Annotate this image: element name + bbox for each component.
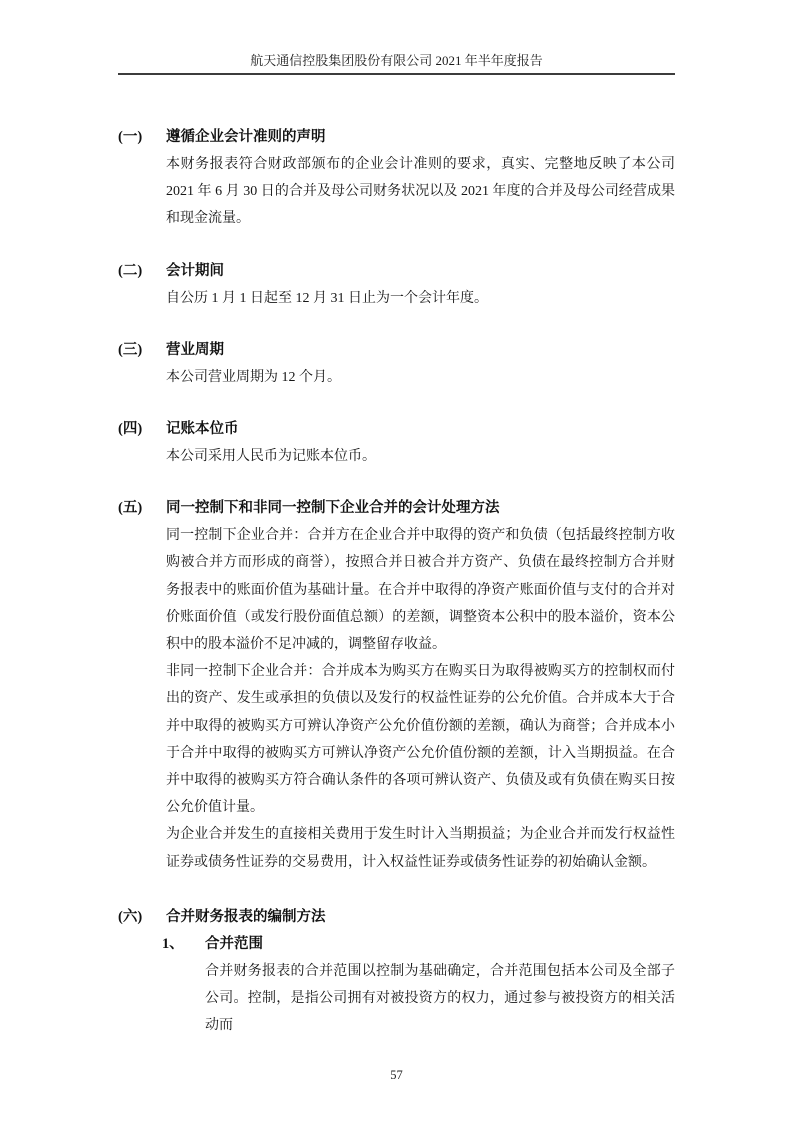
section-paragraph: 本公司营业周期为 12 个月。 [166, 369, 341, 385]
section-functional-currency [118, 416, 675, 470]
section-heading [118, 416, 675, 443]
section-accounting-period [118, 258, 675, 312]
section-title: 会计期间 [166, 262, 224, 279]
report-header-title: 航天通信控股集团股份有限公司 2021 年半年度报告 [250, 53, 543, 68]
section-title: 合并财务报表的编制方法 [166, 908, 326, 925]
section-label: (一) [118, 129, 143, 145]
page-content [0, 124, 793, 1039]
section-title: 营业周期 [166, 341, 224, 358]
subsection-heading-consolidation-scope [162, 931, 675, 958]
section-consolidated-statements-method [118, 904, 675, 1040]
section-paragraph: 为企业合并发生的直接相关费用于发生时计入当期损益；为企业合并而发行权益性证券或债务性证券的交易费用，计入权益性证券或债务性证券的初始确认金额。 [166, 827, 675, 870]
header-rule [118, 73, 675, 75]
section-accounting-standards-statement [118, 124, 675, 233]
section-heading [118, 904, 675, 931]
subsection-paragraph: 合并财务报表的合并范围以控制为基础确定，合并范围包括本公司及全部子公司。控制，是指公司拥有对被投资方的权力，通过参与被投资方的相关活动而 [205, 963, 675, 1034]
section-operating-cycle [118, 337, 675, 391]
section-paragraph: 本财务报表符合财政部颁布的企业会计准则的要求，真实、完整地反映了本公司 2021 年 6 月 30 日的合并及母公司财务状况以及 2021 年度的合并及母公司经营成果和现金流量。 [166, 157, 675, 227]
section-paragraph: 非同一控制下企业合并：合并成本为购买方在购买日为取得被购买方的控制权而付出的资产、发生或承担的负债以及发行的权益性证券的公允价值。合并成本大于合并中取得的被购买方可辨认净资产公允价值份额的差额，确认为商誉；合并成本小于合并中取得的被购买方可辨认净资产公允价值份额的差额，计入当期损益。在合并中取得的被购买方符合确认条件的各项可辨认资产、负债及或有负债在购买日按公允价值计量。 [166, 664, 675, 816]
section-heading [118, 495, 675, 522]
section-title: 记账本位币 [166, 421, 239, 438]
section-label: (二) [118, 262, 143, 279]
section-title: 遵循企业会计准则的声明 [166, 129, 326, 145]
section-paragraph: 同一控制下企业合并：合并方在企业合并中取得的资产和负债（包括最终控制方收购被合并方而形成的商誉），按照合并日被合并方资产、负债在最终控制方合并财务报表中的账面价值为基础计量。在合并中取得的净资产账面价值与支付的合并对价账面价值（或发行股份面值总额）的差额，调整资本公积中的股本溢价，资本公积中的股本溢价不足冲减的，调整留存收益。 [166, 528, 675, 653]
section-heading [118, 124, 675, 151]
subsection-title: 合并范围 [205, 935, 263, 952]
section-paragraph: 本公司采用人民币为记账本位币。 [166, 449, 376, 465]
subsection-number: 1、 [162, 935, 184, 952]
section-business-combination-accounting [118, 495, 675, 876]
section-label: (四) [118, 421, 143, 438]
section-title: 同一控制下和非同一控制下企业合并的会计处理方法 [166, 500, 500, 517]
section-heading [118, 258, 675, 285]
page-number: 57 [390, 1068, 403, 1082]
section-label: (三) [118, 341, 143, 358]
section-paragraph: 自公历 1 月 1 日起至 12 月 31 日止为一个会计年度。 [166, 290, 488, 306]
section-label: (六) [118, 908, 143, 925]
section-heading [118, 337, 675, 364]
section-label: (五) [118, 500, 143, 517]
